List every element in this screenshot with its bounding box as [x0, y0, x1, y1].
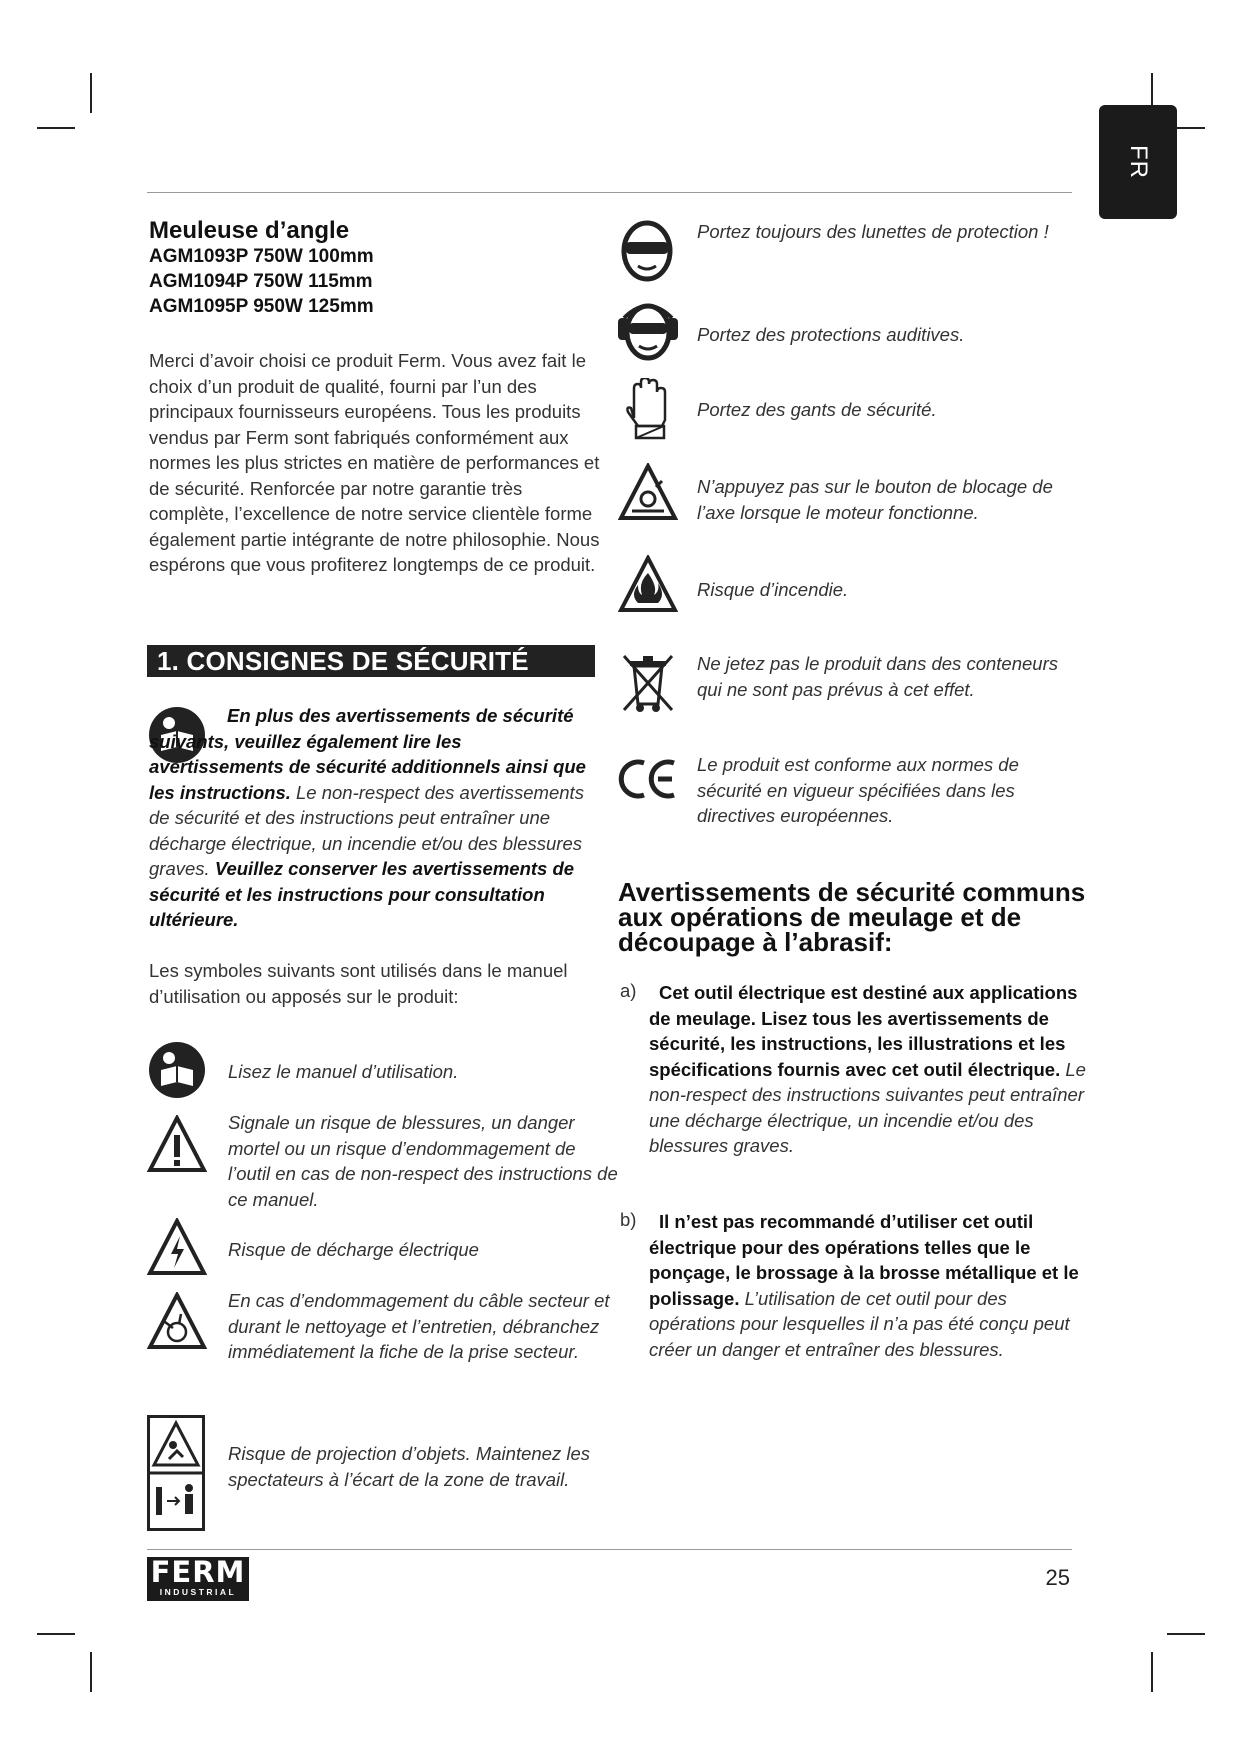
- ce-mark-icon: [618, 757, 678, 806]
- model-item: AGM1093P 750W 100mm: [149, 246, 374, 267]
- crop-mark: [1167, 1633, 1205, 1635]
- list-item: [649, 1209, 1089, 1362]
- logo-subtitle: INDUSTRIAL: [159, 1587, 237, 1597]
- symbol-text: N’appuyez pas sur le bouton de blocage de l’axe lorsque le moteur fonctionne.: [697, 476, 1053, 523]
- crop-mark: [90, 73, 92, 113]
- list-item-bold: Cet outil électrique est destiné aux applications de meulage. Lisez tous les avertissements de sécurité, les instructions, les illustrations et les spécifications fournis avec cet outil électrique.: [649, 982, 1078, 1080]
- warning-italic: Le non-respect des avertissements de sécurité et des instructions peut entraîner une décharge électrique, un incendie et/ou des blessures graves.: [149, 781, 584, 879]
- language-tab: FR: [1099, 105, 1177, 219]
- gloves-icon: [624, 378, 670, 445]
- symbol-text: Risque de projection d’objets. Maintenez les spectateurs à l’écart de la zone de travail.: [228, 1443, 590, 1490]
- crop-mark: [37, 1633, 75, 1635]
- crop-mark: [1151, 1652, 1153, 1692]
- model-item: AGM1094P 750W 115mm: [149, 271, 373, 292]
- warning-icon: [147, 1115, 207, 1178]
- list-item: [649, 980, 1089, 1159]
- warning-paragraph: [149, 703, 597, 933]
- page-title: Meuleuse d’angle: [149, 217, 350, 244]
- list-label: b): [620, 1209, 637, 1230]
- list-label: a): [620, 980, 637, 1001]
- logo-brand: FERM: [150, 1555, 246, 1589]
- symbol-text: Risque d’incendie.: [697, 579, 849, 600]
- model-list: [149, 244, 374, 319]
- crop-mark: [90, 1652, 92, 1692]
- symbol-text: Le produit est conforme aux normes de sécurité en vigueur spécifiées dans les directives européennes.: [697, 754, 1019, 826]
- list-item-italic: L’utilisation de cet outil pour des opérations pour lesquelles il n’a pas été conçu peut créer un danger et entraîner des blessures.: [649, 1287, 1070, 1360]
- model-item: AGM1095P 950W 125mm: [149, 296, 374, 317]
- section-heading: 1. CONSIGNES DE SÉCURITÉ: [147, 645, 595, 677]
- list-item-bold: Il n’est pas recommandé d’utiliser cet outil électrique pour des opérations telles que le ponçage, le brossage à la brosse métallique et le polissage.: [649, 1211, 1079, 1309]
- list-item-italic: Le non-respect des instructions suivantes peut entraîner une décharge électrique, un incendie et/ou des blessures graves.: [649, 1058, 1086, 1156]
- symbol-text: Portez des gants de sécurité.: [697, 399, 937, 420]
- fire-icon: [618, 555, 678, 618]
- symbol-text: Portez des protections auditives.: [697, 324, 965, 345]
- crop-mark: [37, 127, 75, 129]
- warning-bold: En plus des avertissements de sécurité suivants, veuillez également lire les avertissements de sécurité additionnels ainsi que les instructions.: [149, 705, 586, 803]
- goggles-icon: [620, 220, 674, 287]
- warning-bold-2: Veuillez conserver les avertissements de sécurité et les instructions pour consultation ultérieure.: [149, 858, 575, 930]
- symbol-text: Signale un risque de blessures, un danger mortel ou un risque d’endommagement de l’outil en cas de non-respect des instructions de ce manuel.: [228, 1112, 618, 1210]
- subsection-heading: Avertissements de sécurité communs aux opérations de meulage et de découpage à l’abrasif:: [618, 877, 1086, 957]
- symbol-text: En cas d’endommagement du câble secteur et durant le nettoyage et l’entretien, débranchez immédiatement la fiche de la prise secteur.: [228, 1290, 610, 1362]
- symbol-text: Risque de décharge électrique: [228, 1239, 479, 1260]
- electric-hazard-icon: [147, 1218, 207, 1281]
- symbols-intro: Les symboles suivants sont utilisés dans le manuel d’utilisation ou apposés sur le produit:: [149, 960, 568, 1007]
- symbol-text: Portez toujours des lunettes de protection !: [697, 221, 1049, 242]
- manual-icon: [147, 1040, 207, 1105]
- ferm-logo: [147, 1557, 249, 1601]
- bottom-rule: [147, 1549, 1072, 1550]
- intro-paragraph: Merci d’avoir choisi ce produit Ferm. Vous avez fait le choix d’un produit de qualité, fourni par l’un des principaux fournisseurs européens. Tous les produits vendus par Ferm sont fabriqués conformément aux normes les plus strictes en matière de performances et de sécurité. Renforcée par notre garantie très complète, l’excellence de notre service clientèle forme également partie intégrante de notre philosophie. Nous espérons que vous profiterez longtemps de ce produit.: [149, 350, 600, 575]
- top-rule: [147, 192, 1072, 193]
- page-number: 25: [1045, 1565, 1070, 1590]
- symbol-text: Lisez le manuel d’utilisation.: [228, 1061, 459, 1082]
- unplug-icon: [147, 1292, 207, 1355]
- weee-bin-icon: [620, 652, 676, 719]
- projection-icon: [147, 1415, 205, 1536]
- symbol-text: Ne jetez pas le produit dans des conteneurs qui ne sont pas prévus à cet effet.: [697, 653, 1058, 700]
- ear-protection-icon: [616, 298, 680, 367]
- spindle-lock-icon: [618, 463, 678, 526]
